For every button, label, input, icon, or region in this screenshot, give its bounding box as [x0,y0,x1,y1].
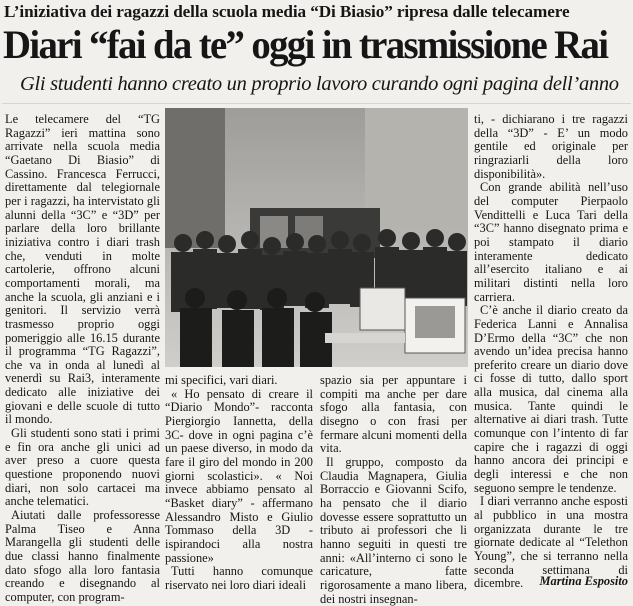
byline: Martina Esposito [539,574,628,588]
paragraph: spazio sia per appuntare i compiti ma anche per dare sfogo alla fantasia, con disegno o con frasi per fermare alcuni momenti della vita. [320,373,467,456]
column-2 [165,373,313,592]
paragraph: mi specifici, vari diari. [165,373,278,387]
headline: Diari “fai da te” oggi in trasmissione Rai [3,22,608,67]
paragraph: Il gruppo, composto da Claudia Magnapera, Giulia Borraccio e Giovanni Scifo, ha pensato che il diario dovesse essere soprattutto un tributo ai professori che li hanno seguiti in questi tre anni: «All’interno ci sono le caricature, fatte rigorosamente a mano libera, dei nostri insegnan- [320,454,467,606]
column-1 [5,112,160,604]
paragraph: Tutti hanno comunque riservato nei loro diari ideali [165,564,313,592]
students-photo-illustration [165,108,468,367]
paragraph: Con grande abilità nell’uso del computer Pierpaolo Vendittelli e Luca Tari della “3C” hanno disegnato prima e poi stampato il diario interamente dedicato all’esercito italiano e ai militari distinti nella loro carriera. [474,180,628,304]
divider [2,103,631,104]
deck: Gli studenti hanno creato un proprio lavoro curando ogni pagina dell’anno [20,73,619,95]
kicker: L’iniziativa dei ragazzi della scuola media “Di Biasio” ripresa dalle telecamere [4,2,570,21]
column-3 [320,373,467,606]
paragraph: I diari verranno anche esposti al pubblico in una mostra organizzata durante le tre giornate dedicate al “Telethon Young”, che si terranno nella seconda settimana di dicembre. [474,494,628,591]
paragraph: Gli studenti sono stati i primi e fin ora anche gli unici ad aver preso a cuore questa questione proponendo nuovi diari, non solo cartacei ma anche telematici. [5,426,160,509]
paragraph: ti, - dichiarano i tre ragazzi della “3D” - E’ un modo gentile ed originale per ringraziarli della loro disponibilità». [474,112,628,181]
paragraph: Aiutati dalle professoresse Palma Tiseo e Anna Marangella gli studenti delle due classi hanno finalmente dato sfogo alla loro fantasia creando e disegnando al computer, con program- [5,508,160,604]
class-photo [165,108,468,367]
paragraph: C’è anche il diario creato da Federica Lanni e Annalisa D’Ermo della “3C” che non avendo un’idea precisa hanno preferito creare un diario dove ci fosse di tutto, dallo sport alla musica, dal cinema alla musica. Tante quindi le alternative ai diari trash. Tutte comunque con l’intento di far capire che i ragazzi di oggi hanno ancora dei principi e degli interessi e che non seguono sempre le tendenze. [474,303,628,495]
paragraph: « Ho pensato di creare il “Diario Mondo”- racconta Piergiorgio Iannetta, della 3C- dove in ogni pagina c’è un paese diverso, in modo da fare il giro del mondo in 200 giorni scolastici». « Noi invece abbiamo pensato al “Basket diary” - affermano Alessandro Misto e Giulio Tommaso della 3D - ispirandoci alla nostra passione» [165,386,313,565]
paragraph: Le telecamere del “TG Ragazzi” ieri mattina sono arrivate nella scuola media “Gaetano Di Biasio” di Cassino. Francesca Ferrucci, direttamente dal telegiornale per i ragazzi, ha intervistato gli alunni della “3C” e “3D” per parlare della loro brillante iniziativa contro i diari trash che, venduti in molte cartolerie, offrono alcuni comportamenti morali, ma anche la scuola, gli anziani e i genitori. Il servizio verrà trasmesso proprio oggi pomeriggio alle 16.15 durante il programma “TG Ragazzi”, che va in onda al lunedì al venerdì su Rai3, interamente dedicato alle iniziative dei giovani e delle scuole di tutto il mondo. [5,112,160,427]
